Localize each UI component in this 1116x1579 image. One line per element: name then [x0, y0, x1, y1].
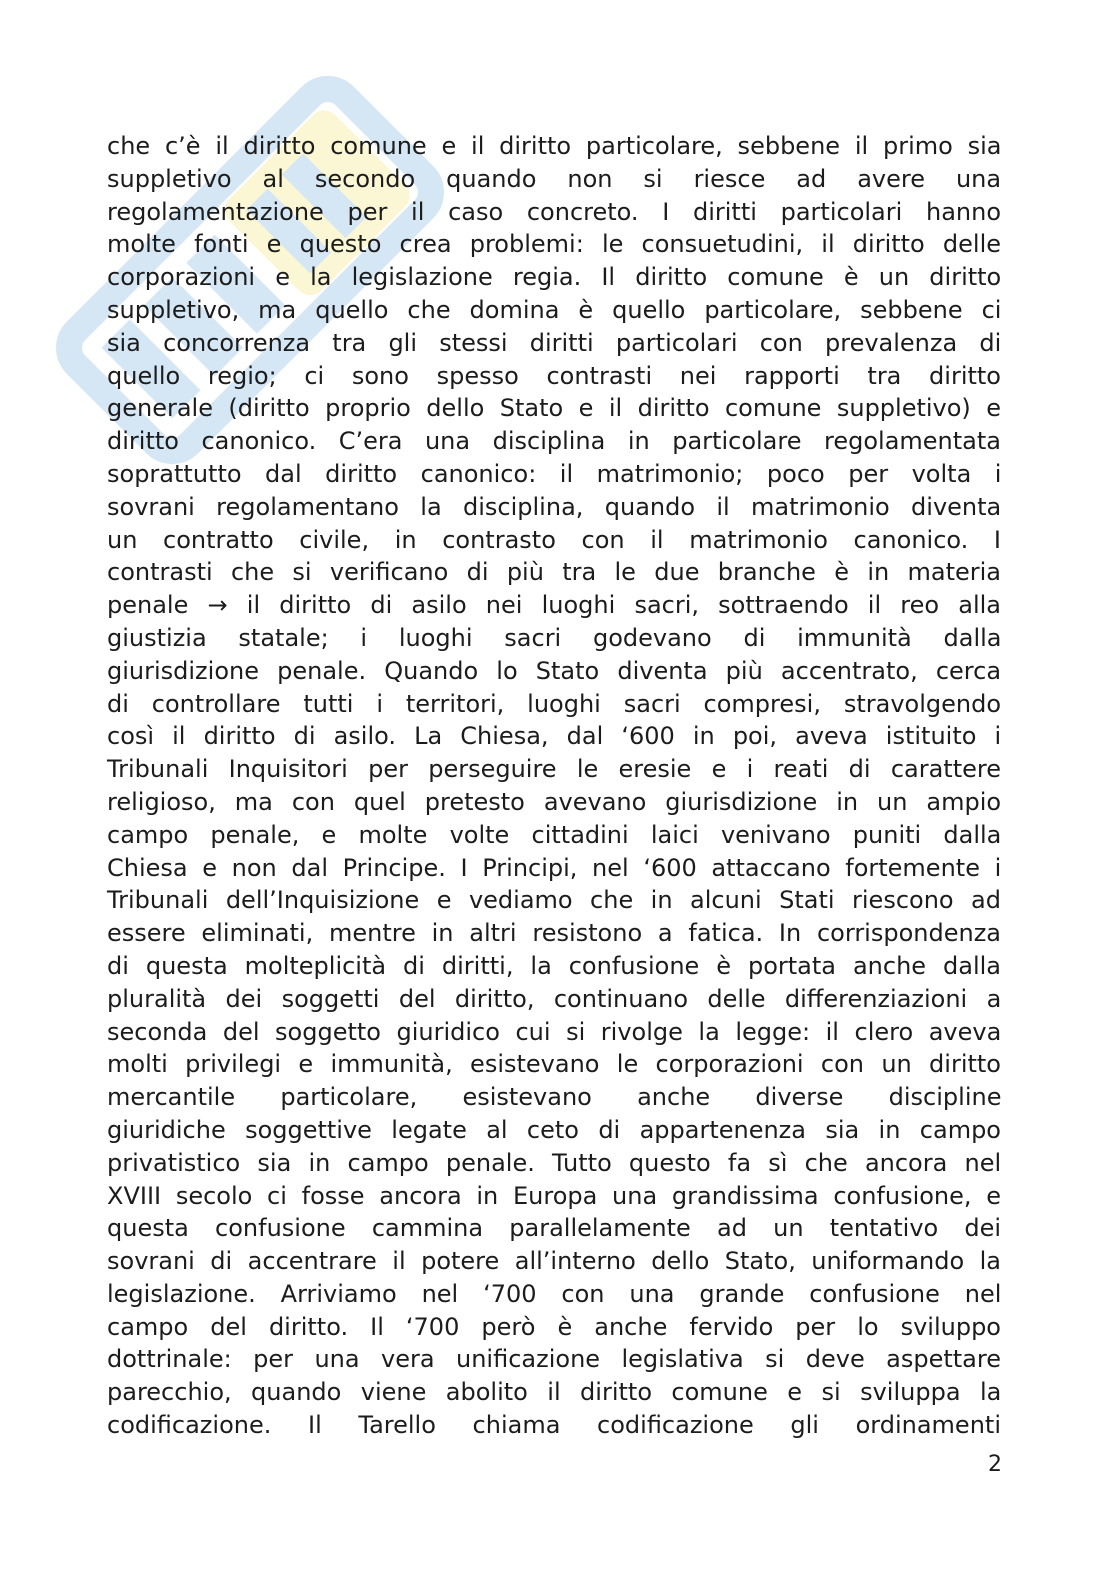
text-line: diritto canonico. C’era una disciplina in particolare regolamentata: [107, 427, 1001, 456]
text-line: questa confusione cammina parallelamente ad un tentativo dei: [107, 1214, 1002, 1243]
text-line: privatistico sia in campo penale. Tutto questo fa sì che ancora nel: [107, 1148, 1002, 1177]
text-line: contrasti che si verificano di più tra le due branche è in materia: [107, 558, 1001, 587]
text-line: sovrani di accentrare il potere all’interno dello Stato, uniformando la: [107, 1247, 1001, 1276]
page-number: 2: [988, 1452, 1002, 1477]
text-line: sovrani regolamentano la disciplina, quando il matrimonio diventa: [107, 492, 1002, 521]
text-line: campo del diritto. Il ‘700 però è anche fervido per lo sviluppo: [107, 1312, 1001, 1341]
text-line: legislazione. Arriviamo nel ‘700 con una grande confusione nel: [107, 1279, 1002, 1308]
text-line: suppletivo, ma quello che domina è quello particolare, sebbene ci: [107, 295, 1002, 324]
body-text: [107, 130, 1001, 1442]
text-line: mercantile particolare, esistevano anche diverse discipline: [107, 1083, 1002, 1112]
text-line: essere eliminati, mentre in altri resistono a fatica. In corrispondenza: [107, 919, 1001, 948]
text-line: di questa molteplicità di diritti, la confusione è portata anche dalla: [107, 951, 1001, 980]
text-line: sia concorrenza tra gli stessi diritti particolari con prevalenza di: [107, 328, 1002, 357]
text-line: campo penale, e molte volte cittadini laici venivano puniti dalla: [107, 820, 1002, 849]
text-line: corporazioni e la legislazione regia. Il diritto comune è un diritto: [107, 263, 1002, 292]
text-line: XVIII secolo ci fosse ancora in Europa una grandissima confusione, e: [107, 1181, 1002, 1210]
text-line: così il diritto di asilo. La Chiesa, dal ‘600 in poi, aveva istituito i: [107, 722, 1002, 751]
text-line: religioso, ma con quel pretesto avevano giurisdizione in un ampio: [107, 787, 1002, 816]
text-line: quello regio; ci sono spesso contrasti nei rapporti tra diritto: [107, 361, 1001, 390]
text-line: molte fonti e questo crea problemi: le consuetudini, il diritto delle: [107, 230, 1001, 259]
text-line: giustizia statale; i luoghi sacri godevano di immunità dalla: [107, 623, 1002, 652]
text-line: suppletivo al secondo quando non si riesce ad avere una: [107, 164, 1002, 193]
text-line: parecchio, quando viene abolito il diritto comune e si sviluppa la: [107, 1378, 1002, 1407]
text-line: molti privilegi e immunità, esistevano le corporazioni con un diritto: [107, 1050, 1001, 1079]
text-line: Tribunali dell’Inquisizione e vediamo che in alcuni Stati riescono ad: [107, 886, 1001, 915]
text-line: pluralità dei soggetti del diritto, continuano delle differenziazioni a: [107, 984, 1002, 1013]
text-line: che c’è il diritto comune e il diritto particolare, sebbene il primo sia: [107, 132, 1002, 160]
text-line: un contratto civile, in contrasto con il matrimonio canonico. I: [107, 525, 1001, 554]
text-line: penale → il diritto di asilo nei luoghi sacri, sottraendo il reo alla: [107, 591, 1001, 620]
text-line: Chiesa e non dal Principe. I Principi, nel ‘600 attaccano fortemente i: [107, 853, 1002, 882]
text-line: generale (diritto proprio dello Stato e il diritto comune suppletivo) e: [107, 394, 1001, 423]
text-line: dottrinale: per una vera unificazione legislativa si deve aspettare: [107, 1345, 1001, 1374]
text-line: soprattutto dal diritto canonico: il matrimonio; poco per volta i: [107, 459, 1002, 488]
text-line: Tribunali Inquisitori per perseguire le eresie e i reati di carattere: [107, 755, 1001, 784]
text-line: giurisdizione penale. Quando lo Stato diventa più accentrato, cerca: [107, 656, 1002, 685]
text-line: di controllare tutti i territori, luoghi sacri compresi, stravolgendo: [107, 689, 1001, 718]
text-line: giuridiche soggettive legate al ceto di appartenenza sia in campo: [107, 1115, 1001, 1144]
text-line: seconda del soggetto giuridico cui si rivolge la legge: il clero aveva: [107, 1017, 1002, 1046]
text-line: codificazione. Il Tarello chiama codificazione gli ordinamenti: [107, 1411, 1001, 1440]
text-line: regolamentazione per il caso concreto. I diritti particolari hanno: [107, 197, 1001, 226]
